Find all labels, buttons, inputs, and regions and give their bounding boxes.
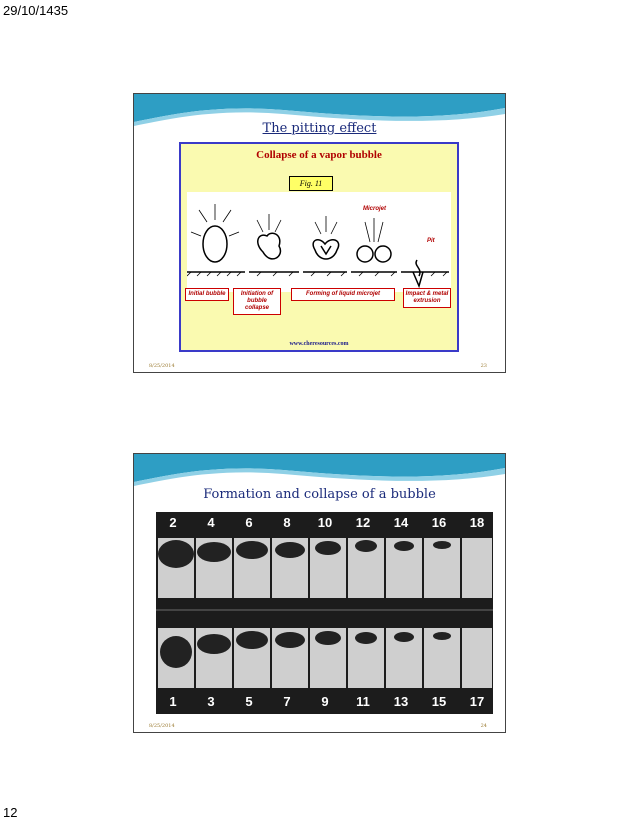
frame-number: 2 (169, 515, 177, 530)
stage-label-impact: Impact & metal extrusion (403, 288, 451, 308)
stage-label-microjet: Forming of liquid microjet (291, 288, 395, 301)
figure-tag: Fig. 11 (289, 176, 333, 191)
document-date: 29/10/1435 (3, 3, 69, 18)
frame-number: 3 (207, 694, 215, 709)
frame-number: 10 (317, 515, 333, 530)
frame-number: 8 (283, 515, 291, 530)
slide-footer-page: 23 (480, 363, 487, 369)
frame-number: 1 (169, 694, 177, 709)
frame-number: 13 (393, 694, 409, 709)
frame-number: 15 (431, 694, 447, 709)
microjet-label: Microjet (363, 206, 387, 212)
figure-title: Collapse of a vapor bubble (256, 149, 382, 161)
frame-number: 9 (321, 694, 329, 709)
frame-number: 7 (283, 694, 291, 709)
slide-title: Formation and collapse of a bubble (203, 487, 436, 502)
frame-number: 16 (431, 515, 447, 530)
frame-number: 11 (356, 694, 370, 709)
frame-number: 14 (393, 515, 409, 530)
bubble-sequence-photo (156, 512, 493, 714)
bubble-stages-illustration (187, 192, 451, 292)
frame-number: 17 (469, 694, 485, 709)
frame-number: 12 (355, 515, 371, 530)
slide-title: The pitting effect (262, 121, 377, 136)
page-number: 12 (3, 805, 18, 820)
frame-number: 4 (207, 515, 215, 530)
stage-label-initiation: Initiation of bubble collapse (233, 288, 281, 315)
frame-number: 6 (245, 515, 253, 530)
figure-source: www.cheresources.com (289, 341, 349, 347)
slide-bubble-formation (133, 453, 506, 733)
bubble-collapse-figure (179, 142, 459, 352)
stage-label-initial: Initial bubble (185, 288, 229, 301)
slide-footer-date: 8/25/2014 (149, 723, 175, 729)
frame-number: 18 (469, 515, 485, 530)
pit-label: Pit (427, 238, 435, 244)
slide-pitting-effect (133, 93, 506, 373)
slide-footer-date: 8/25/2014 (149, 363, 175, 369)
frame-number: 5 (245, 694, 253, 709)
slide-footer-page: 24 (480, 723, 487, 729)
